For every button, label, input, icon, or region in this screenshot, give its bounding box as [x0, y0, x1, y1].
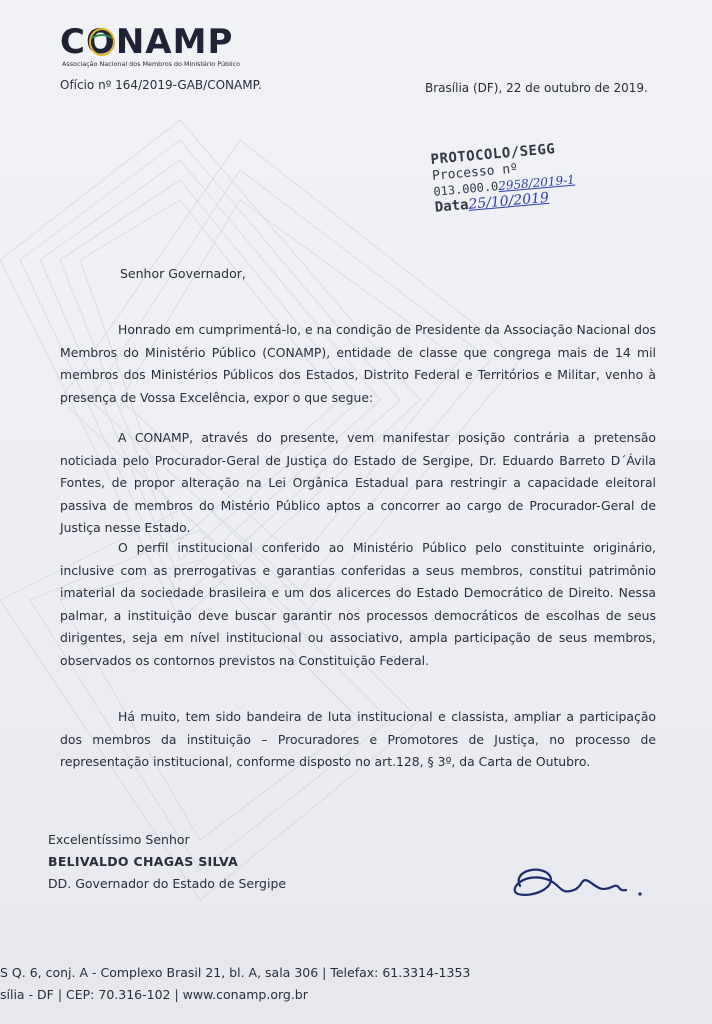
- addressee-name: BELIVALDO CHAGAS SILVA: [48, 854, 239, 869]
- conamp-logo: [60, 22, 270, 72]
- paragraph-1: Honrado em cumprimentá-lo, e na condição de Presidente da Associação Nacional dos Membros do Ministério Público (CONAMP), entidade de classe que congrega mais de 14 mil membros dos Ministérios Públicos dos Estados, Distrito Federal e Territórios e Militar, venho à presença de Vossa Excelência, expor o que segue:: [60, 322, 656, 405]
- addressee-honorific: Excelentíssimo Senhor: [48, 832, 190, 847]
- logo-subtitle: Associação Nacional dos Membros do Ministério Público: [62, 60, 241, 68]
- addressee-title: DD. Governador do Estado de Sergipe: [48, 876, 287, 891]
- salutation: Senhor Governador,: [120, 266, 246, 281]
- paragraph-4: Há muito, tem sido bandeira de luta institucional e classista, ampliar a participação dos membros da instituição – Procuradores e Promotores de Justiça, no processo de representação institucional, conforme disposto no art.128, § 3º, da Carta de Outubro.: [60, 709, 656, 769]
- footer-line-2: sília - DF | CEP: 70.316-102 | www.conamp.org.br: [0, 987, 308, 1002]
- addressee-block: [48, 829, 286, 895]
- data-label: Data: [434, 196, 470, 216]
- logo-wordmark: CONAMP: [60, 22, 234, 62]
- handwritten-signature: [502, 856, 652, 916]
- oficio-number: Ofício nº 164/2019-GAB/CONAMP.: [60, 78, 262, 92]
- letter-date: Brasília (DF), 22 de outubro de 2019.: [425, 81, 648, 95]
- globe-icon: [88, 26, 116, 58]
- paragraph-3: O perfil institucional conferido ao Ministério Público pelo constituinte originário, inclusive com as prerrogativas e garantias conferidas a seus membros, constitui patrimônio imaterial da sociedade brasileira e um dos alicerces do Estado Democrático de Direito. Nessa palmar, a instituição deve buscar garantir nos processos democráticos de escolhas de seus dirigentes, seja em nível institucional ou associativo, ampla participação de seus membros, observados os contornos previstos na Constituição Federal.: [60, 540, 656, 668]
- stamp-title: PROTOCOLO/SEGG: [430, 141, 556, 168]
- footer-address: [0, 962, 470, 1006]
- stamp-processo-label: Processo nº: [431, 161, 519, 184]
- processo-prefix: 013.000.0: [432, 179, 499, 199]
- footer-line-1: S Q. 6, conj. A - Complexo Brasil 21, bl. A, sala 306 | Telefax: 61.3314-1353: [0, 965, 471, 980]
- processo-handwritten: 2958/2019-1: [497, 172, 576, 194]
- paragraph-2: A CONAMP, através do presente, vem manifestar posição contrária a pretensão noticiada pelo Procurador-Geral de Justiça do Estado de Sergipe, Dr. Eduardo Barreto D´Ávila Fontes, de propor alteração na Lei Orgânica Estadual para restringir a capacidade eleitoral passiva de membros do Mistério Público aptos a concorrer ao cargo de Procurador-Geral de Justiça nesse Estado.: [60, 430, 656, 535]
- data-handwritten: 25/10/2019: [467, 189, 550, 213]
